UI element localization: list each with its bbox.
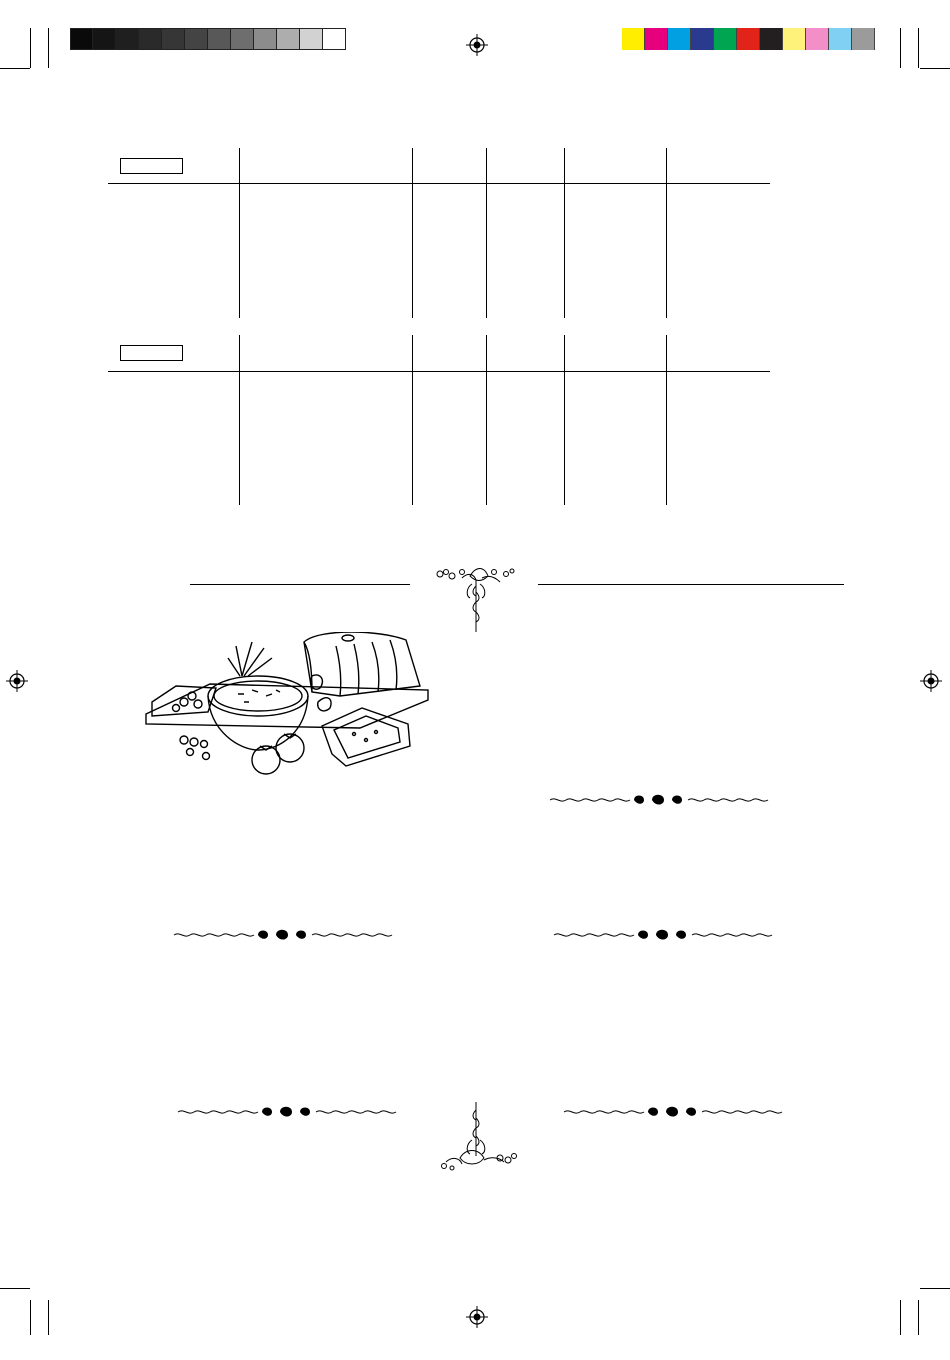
- gray-swatch: [93, 28, 116, 50]
- color-swatch: [645, 28, 668, 50]
- heart-divider-icon: [176, 1104, 398, 1120]
- color-swatch: [668, 28, 691, 50]
- header-rule: [108, 183, 770, 184]
- registration-mark-icon: [466, 34, 488, 56]
- column-divider: [486, 148, 487, 318]
- table-2: [108, 335, 770, 505]
- table-tag-box: [120, 345, 183, 361]
- column-divider: [666, 148, 667, 318]
- process-color-bar: [622, 28, 875, 50]
- gray-swatch: [208, 28, 231, 50]
- heart-divider-icon: [172, 927, 394, 943]
- vine-ornament-icon: [432, 562, 516, 634]
- title-rule-right: [538, 584, 844, 585]
- gray-swatch: [116, 28, 139, 50]
- heart-divider-icon: [548, 792, 770, 808]
- color-swatch: [714, 28, 737, 50]
- color-swatch: [806, 28, 829, 50]
- color-swatch: [783, 28, 806, 50]
- gray-swatch: [139, 28, 162, 50]
- color-swatch: [852, 28, 875, 50]
- color-swatch: [760, 28, 783, 50]
- color-swatch: [691, 28, 714, 50]
- registration-mark-icon: [466, 1306, 488, 1328]
- gray-swatch: [70, 28, 93, 50]
- table-1: [108, 148, 770, 318]
- gray-swatch: [254, 28, 277, 50]
- gray-swatch: [231, 28, 254, 50]
- gray-swatch: [162, 28, 185, 50]
- registration-mark-icon: [920, 670, 942, 692]
- table-tag-box: [120, 158, 183, 174]
- color-swatch: [829, 28, 852, 50]
- gray-swatch: [323, 28, 346, 50]
- column-divider: [564, 148, 565, 318]
- column-divider: [412, 148, 413, 318]
- title-rule-left: [190, 584, 410, 585]
- header-rule: [108, 371, 770, 372]
- vine-ornament-icon: [438, 1100, 522, 1172]
- registration-mark-icon: [6, 670, 28, 692]
- column-divider: [239, 335, 240, 505]
- grayscale-bar: [70, 28, 346, 50]
- heart-divider-icon: [552, 927, 774, 943]
- heart-divider-icon: [562, 1104, 784, 1120]
- column-divider: [239, 148, 240, 318]
- column-divider: [564, 335, 565, 505]
- column-divider: [486, 335, 487, 505]
- gray-swatch: [277, 28, 300, 50]
- column-divider: [412, 335, 413, 505]
- color-swatch: [737, 28, 760, 50]
- soup-bread-illustration: [140, 632, 432, 776]
- color-swatch: [622, 28, 645, 50]
- column-divider: [666, 335, 667, 505]
- gray-swatch: [300, 28, 323, 50]
- gray-swatch: [185, 28, 208, 50]
